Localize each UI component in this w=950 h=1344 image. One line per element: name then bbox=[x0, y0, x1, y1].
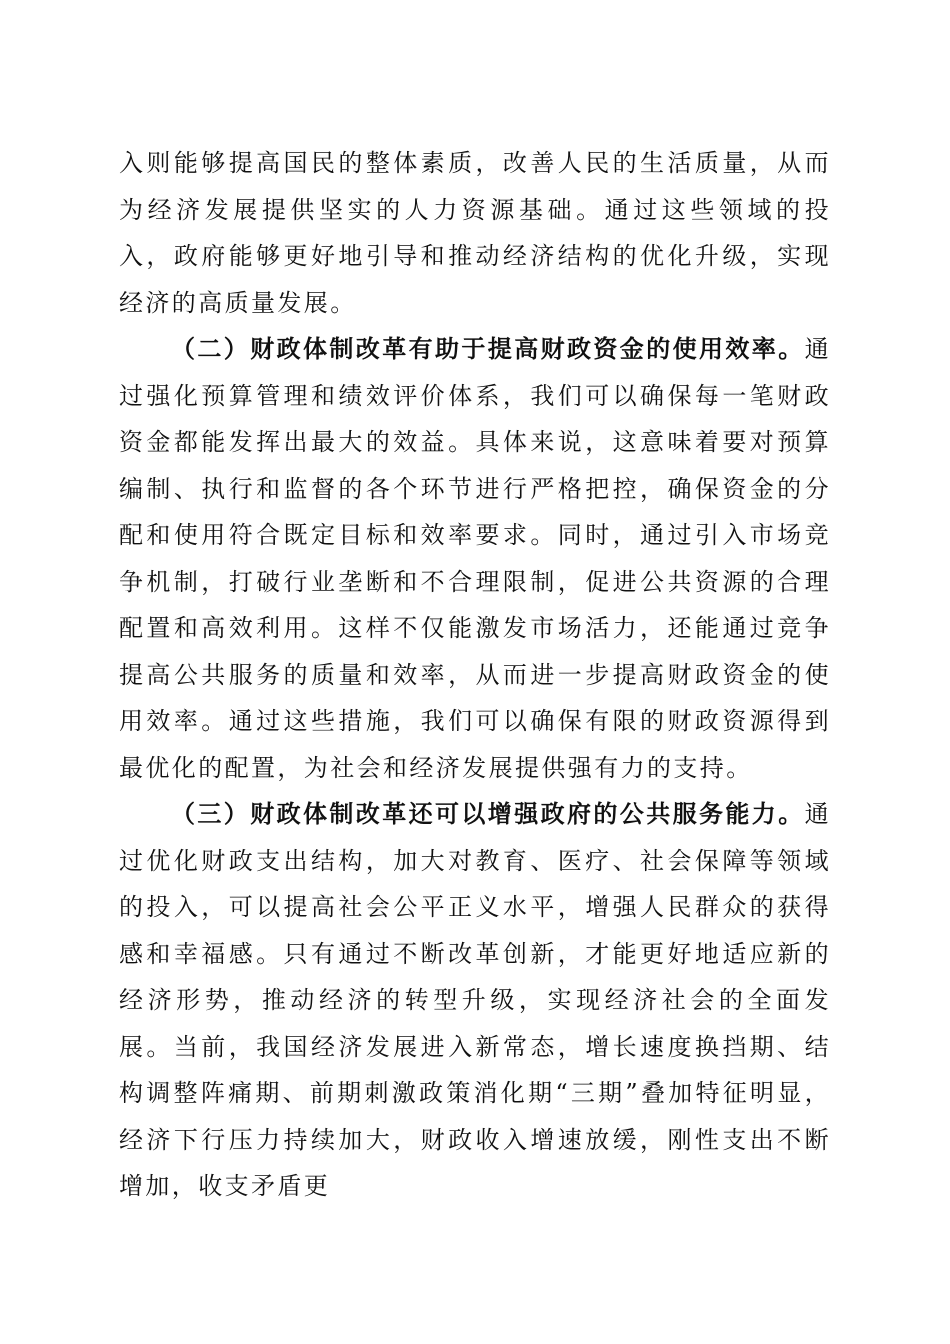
section-heading: （三）财政体制改革还可以增强政府的公共服务能力。 bbox=[171, 800, 805, 828]
section-heading: （二）财政体制改革有助于提高财政资金的使用效率。 bbox=[171, 335, 805, 363]
paragraph-section-2 bbox=[119, 326, 831, 791]
paragraph-text: 入则能够提高国民的整体素质，改善人民的生活质量，从而为经济发展提供坚实的人力资源基础。通过这些领域的投入，政府能够更好地引导和推动经济结构的优化升级，实现经济的高质量发展。 bbox=[119, 149, 831, 317]
paragraph-continuation bbox=[119, 140, 831, 326]
paragraph-text: 通过强化预算管理和绩效评价体系，我们可以确保每一笔财政资金都能发挥出最大的效益。具体来说，这意味着要对预算编制、执行和监督的各个环节进行严格把控，确保资金的分配和使用符合既定目标和效率要求。同时，通过引入市场竞争机制，打破行业垄断和不合理限制，促进公共资源的合理配置和高效利用。这样不仅能激发市场活力，还能通过竞争提高公共服务的质量和效率，从而进一步提高财政资金的使用效率。通过这些措施，我们可以确保有限的财政资源得到最优化的配置，为社会和经济发展提供强有力的支持。 bbox=[119, 335, 832, 782]
paragraph-section-3 bbox=[119, 791, 831, 1210]
paragraph-text: 通过优化财政支出结构，加大对教育、医疗、社会保障等领域的投入，可以提高社会公平正义水平，增强人民群众的获得感和幸福感。只有通过不断改革创新，才能更好地适应新的经济形势，推动经济的转型升级，实现经济社会的全面发展。当前，我国经济发展进入新常态，增长速度换挡期、结构调整阵痛期、前期刺激政策消化期“三期”叠加特征明显，经济下行压力持续加大，财政收入增速放缓，刚性支出不断增加，收支矛盾更 bbox=[119, 800, 832, 1200]
body-text bbox=[119, 140, 831, 1210]
